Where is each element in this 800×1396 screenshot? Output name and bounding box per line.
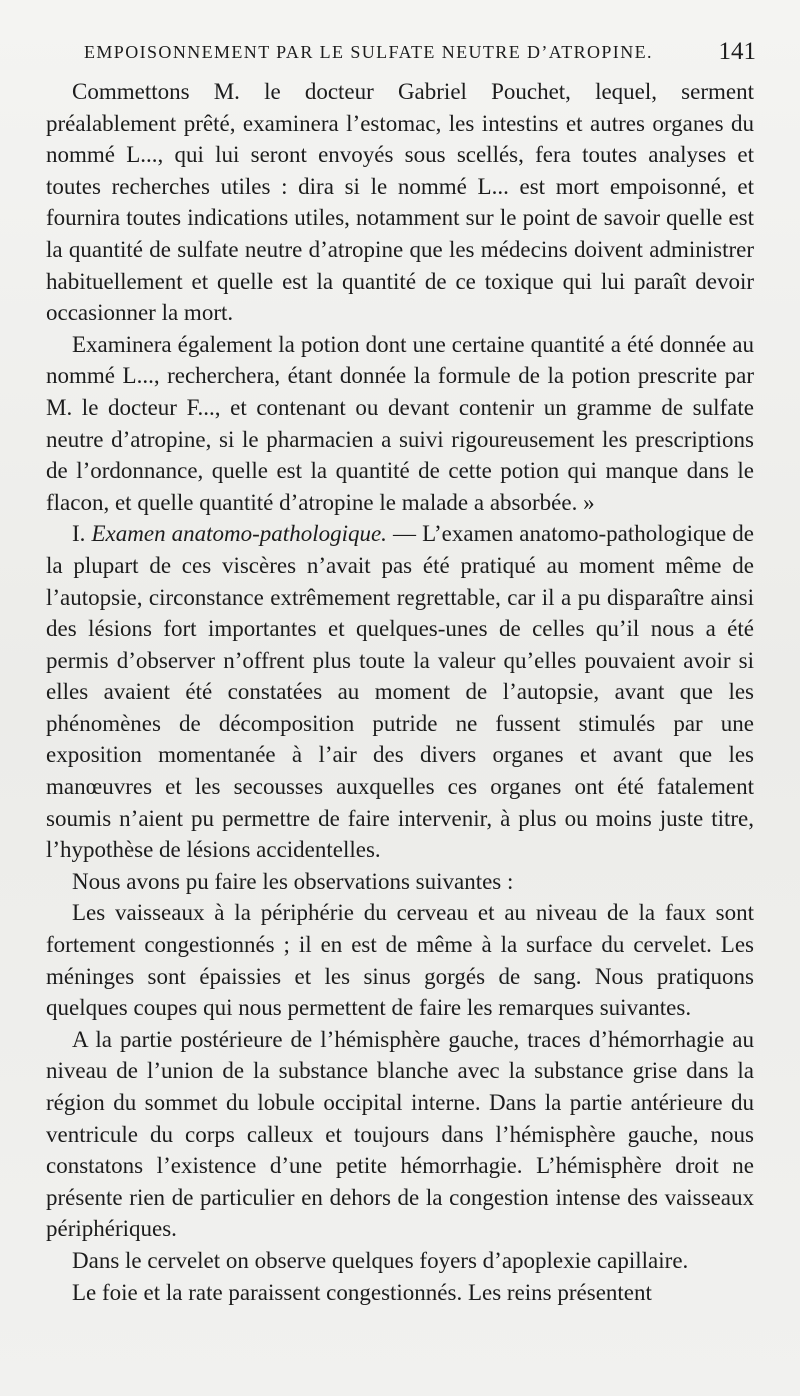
paragraph-cervelet: Dans le cervelet on observe quelques foyers d’apoplexie capillaire. [72,1247,689,1273]
running-title: EMPOISONNEMENT PAR LE SULFATE NEUTRE D’ATROPINE. [84,42,653,62]
paragraph-examen [46,518,754,866]
paragraph-hemisphere: A la partie postérieure de l’hémisphère gauche, traces d’hémorrhagie au niveau de l’union de la substance blanche avec la substance grise dans la région du sommet du lobule occipital interne. Dans la partie antérieure du ventricule du corps calleux et toujours dans l’hémisphère gauche, nous constatons l’existence d’une petite hémorrhagie. L’hémisphère droit ne présente rien de particulier en dehors de la congestion intense des vaisseaux périphériques. [46,1026,754,1242]
paragraph-observations-intro: Nous avons pu faire les observations suivantes : [72,868,514,894]
section-number: I. [72,521,86,547]
section-heading: Examen anatomo-pathologique. [91,521,387,547]
paragraph-potion: Examinera également la potion dont une certaine quantité a été donnée au nommé L..., recherchera, étant donnée la formule de la potion prescrite par M. le docteur F..., et contenant ou devant contenir un gramme de sulfate neutre d’atropine, si le pharmacien a suivi rigoureusement les prescriptions de l’ordonnance, quelle est la quantité de cette potion qui manque dans le flacon, et quelle quantité d’atropine le malade a absorbée. » [46,331,754,515]
page-body [46,76,754,1308]
page-number: 141 [718,38,756,65]
paragraph-foie: Le foie et la rate paraissent congestionnés. Les reins présentent [72,1279,652,1305]
paragraph-vaisseaux: Les vaisseaux à la périphérie du cerveau et au niveau de la faux sont fortement congestionnés ; il en est de même à la surface du cervelet. Les méninges sont épaissies et les sinus gorgés de sang. Nous pratiquons quelques coupes qui nous permettent de faire les remarques suivantes. [46,900,754,1021]
paragraph-commission: Commettons M. le docteur Gabriel Pouchet, lequel, serment préalablement prêté, examinera l’estomac, les intestins et autres organes du nommé L..., qui lui seront envoyés sous scellés, fera toutes analyses et toutes recherches utiles : dira si le nommé L... est mort empoisonné, et fournira toutes indications utiles, notamment sur le point de savoir quelle est la quantité de sulfate neutre d’atropine que les médecins doivent administrer habituellement et quelle est la quantité de ce toxique qui lui paraît devoir occasionner la mort. [46,79,754,326]
page-header [84,38,756,70]
section-text: — L’examen anatomo-pathologique de la plupart de ces viscères n’avait pas été pratiqué au moment même de l’autopsie, circonstance extrêmement regrettable, car il a pu disparaître ainsi des lésions fort importantes et quelques-unes de celles qu’il nous a été permis d’observer n’offrent plus toute la valeur qu’elles pouvaient avoir si elles avaient été constatées au moment de l’autopsie, avant que les phénomènes de décomposition putride ne fussent stimulés par une exposition momentanée à l’air des divers organes et avant que les manœuvres et les secousses auxquelles ces organes ont été fatalement soumis n’aient pu permettre de faire intervenir, à plus ou moins juste titre, l’hypothèse de lésions accidentelles. [46,521,754,863]
